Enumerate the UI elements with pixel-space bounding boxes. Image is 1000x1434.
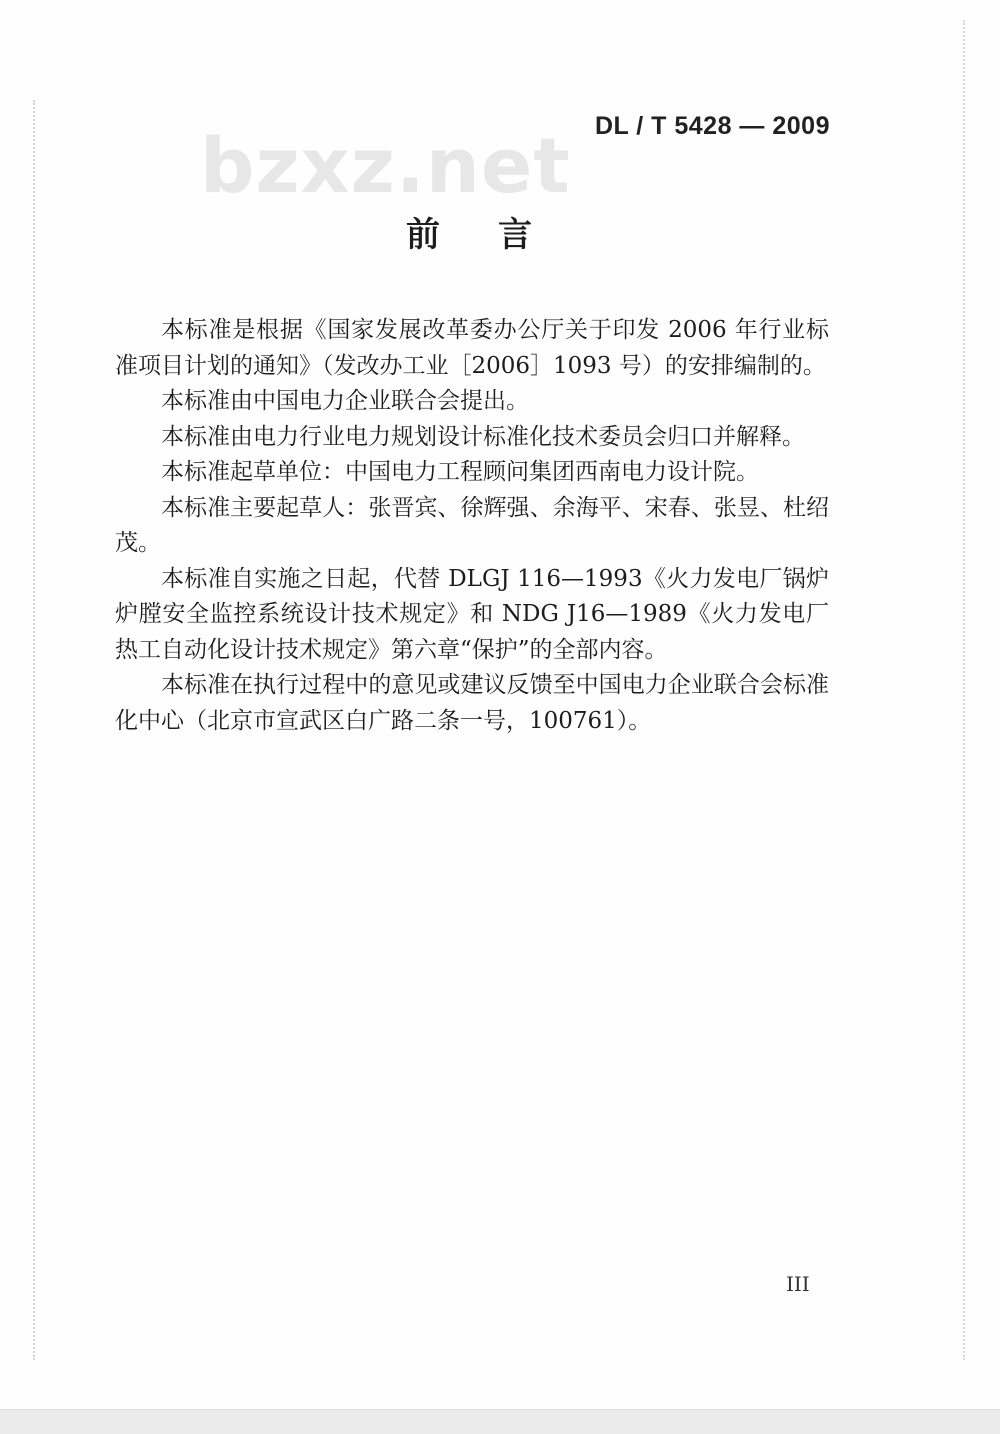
watermark: bzxz.net <box>200 121 571 210</box>
paragraph: 本标准是根据《国家发展改革委办公厅关于印发 2006 年行业标准项目计划的通知》（发改办工业［2006］1093 号）的安排编制的。 <box>115 317 829 379</box>
viewer-bottom-bar <box>0 1409 1000 1434</box>
page-title: 前言 <box>406 215 590 255</box>
paragraph: 本标准由中国电力企业联合会提出。 <box>161 388 529 414</box>
paragraph: 本标准自实施之日起，代替 DLGJ 116—1993《火力发电厂锅炉炉膛安全监控系统设计技术规定》和 NDG J16—1989《火力发电厂热工自动化设计技术规定》第六章“保护”的全部内容。 <box>115 565 829 663</box>
paragraph: 本标准由电力行业电力规划设计标准化技术委员会归口并解释。 <box>161 423 805 450</box>
page-number: III <box>786 1272 810 1296</box>
document-body <box>115 313 829 739</box>
scan-margin-dots-right <box>963 20 965 1360</box>
standard-code: DL / T 5428 — 2009 <box>594 112 830 140</box>
scan-margin-dots-left <box>33 100 35 1360</box>
paragraph: 本标准在执行过程中的意见或建议反馈至中国电力企业联合会标准化中心（北京市宣武区白广路二条一号，100761）。 <box>115 672 829 734</box>
paragraph: 本标准起草单位：中国电力工程顾问集团西南电力设计院。 <box>161 459 759 485</box>
paragraph: 本标准主要起草人：张晋宾、徐辉强、余海平、宋春、张昱、杜绍茂。 <box>115 494 829 556</box>
